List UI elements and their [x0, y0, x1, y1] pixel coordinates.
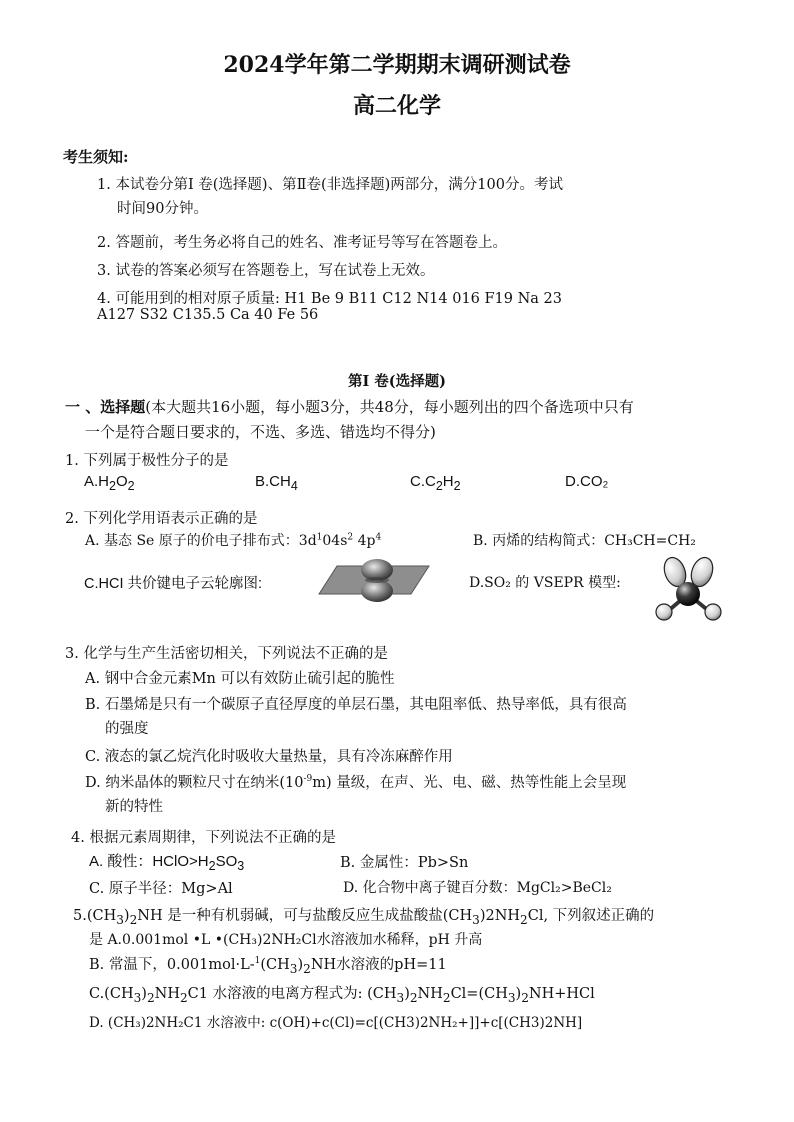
q1-option-c: $C.C_2H_2$	[410, 473, 461, 493]
notice-item-4: 4. 可能用到的相对原子质量: H1 Be 9 B11 C12 N14 016 F19 Na 23	[97, 291, 563, 307]
section-intro-label: 一 、选择题	[65, 398, 146, 416]
notice-item-1: 1. 本试卷分第I 卷(选择题)、第Ⅱ卷(非选择题)两部分，满分100分。考试	[97, 177, 563, 193]
hcl-electron-cloud-icon	[315, 556, 433, 604]
q4-stem: 4. 根据元素周期律，下列说法不正确的是	[71, 830, 336, 846]
q3-option-b: B. 石墨烯是只有一个碳原子直径厚度的单层石墨，其电阻率低、热导率低，具有很高	[85, 697, 627, 713]
section-intro	[65, 396, 634, 417]
notice-heading: 考生须知:	[63, 148, 129, 166]
q2-option-d: D.SO₂ 的 VSEPR 模型:	[469, 575, 621, 591]
q4-option-b: B. 金属性：Pb>Sn	[340, 855, 469, 871]
q3-option-a: A. 钢中合金元素Mn 可以有效防止硫引起的脆性	[85, 671, 395, 687]
q1-option-a: $A.H_2O_2$	[84, 473, 135, 493]
q5-option-a: 是 A.0.001mol •L •(CH₃)2NH₂Cl水溶液加水稀释，pH 升高	[89, 932, 483, 948]
q4-option-c: C. 原子半径：Mg>Al	[89, 881, 233, 897]
so2-vsepr-model-icon	[650, 554, 728, 624]
exam-title: 2024学年第二学期期末调研测试卷	[223, 52, 571, 78]
section-intro-cont: 一个是符合题日要求的，不选、多选、错选均不得分)	[85, 423, 436, 441]
section-title: 第I 卷(选择题)	[347, 373, 447, 390]
notice-item-4-cont: A127 S32 C135.5 Ca 40 Fe 56	[97, 307, 319, 323]
notice-item-3: 3. 试卷的答案必须写在答题卷上，写在试卷上无效。	[97, 263, 435, 279]
q5-option-b: B. 常温下，$0.001mol\cdot L-^1(CH_3)_2NH$水溶液的pH=11	[89, 956, 447, 976]
q2-stem: 2. 下列化学用语表示正确的是	[65, 511, 258, 527]
q4-option-a: A. 酸性：$HClO>H_2SO_3$	[89, 853, 245, 873]
q1-stem: 1. 下列属于极性分子的是	[65, 453, 229, 469]
q3-option-d: D. 纳米晶体的颗粒尺寸在纳米$(10^{-9}m)$ 量级，在声、光、电、磁、热等性能上会呈现	[85, 774, 627, 791]
q3-option-d-cont: 新的特性	[105, 799, 163, 815]
q2-option-a: A. 基态 Se 原子的价电子排布式：$3d^104s^2$ $4p^4$	[85, 532, 382, 549]
q5-option-c: $C.(CH_3)_2NH_2C1$ 水溶液的电离方程式为: $(CH_3)_2NH_2Cl=(CH_3)_2NH+HCl$	[89, 986, 595, 1005]
q5-stem: $5.(CH_3)_2NH$ 是一种有机弱碱，可与盐酸反应生成盐酸盐$(CH_3)2NH_2Cl$, 下列叙述正确的	[73, 908, 655, 927]
q2-option-c: C.HCI 共价键电子云轮廓图:	[84, 576, 263, 592]
q5-option-d: D. (CH₃)2NH₂C1 水溶液中: c(OH)+c(Cl)=c[(CH3)2NH₂+]]+c[(CH3)2NH]	[89, 1015, 583, 1031]
q3-option-b-cont: 的强度	[105, 721, 149, 737]
notice-item-1-cont: 时间90分钟。	[117, 201, 208, 217]
q4-option-d: D. 化合物中离子键百分数：MgCl₂>BeCl₂	[343, 880, 612, 896]
section-intro-text: (本大题共16小题，每小题3分，共48分，每小题列出的四个备选项中只有	[145, 398, 634, 416]
q2-option-b: B. 丙烯的结构简式：CH₃CH=CH₂	[473, 533, 696, 549]
notice-item-2: 2. 答题前，考生务必将自己的姓名、准考证号等写在答题卷上。	[97, 235, 507, 251]
subject-title: 高二化学	[352, 93, 441, 119]
q1-option-b: $B.CH_4$	[255, 473, 298, 493]
q1-option-d: D.CO₂	[565, 473, 609, 490]
q3-option-c: C. 液态的氯乙烷汽化时吸收大量热量，具有冷冻麻醉作用	[85, 749, 453, 765]
q3-stem: 3. 化学与生产生活密切相关，下列说法不正确的是	[65, 646, 388, 662]
